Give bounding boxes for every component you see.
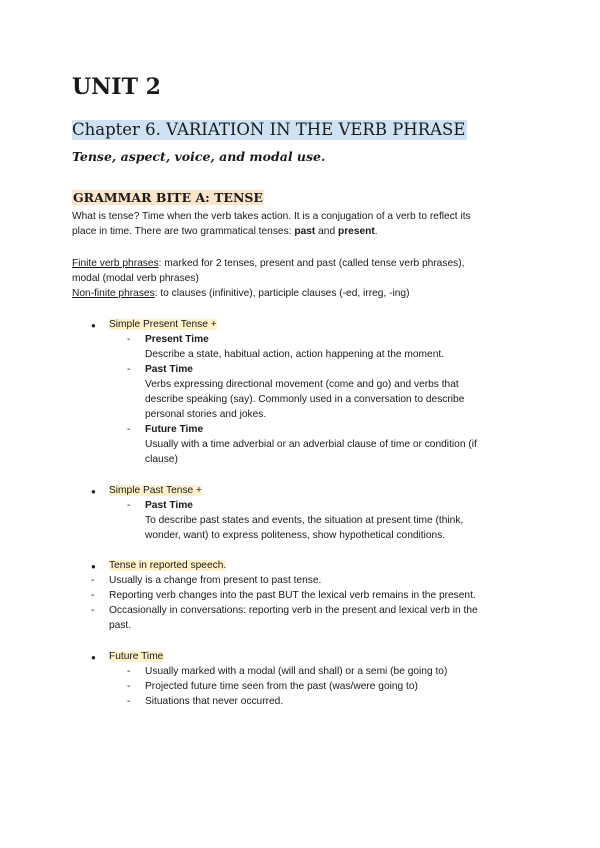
future-label-text: Future Time <box>109 651 164 662</box>
dash-icon: - <box>127 696 131 707</box>
intro-line-2-text: place in time. There are two grammatical tenses: <box>72 226 295 237</box>
dash-icon: - <box>127 500 131 511</box>
simple-present-label <box>109 317 217 332</box>
simple-past-label <box>109 483 202 498</box>
bullet-icon: ● <box>91 487 96 496</box>
sp-past-time-line-3: personal stories and jokes. <box>145 409 267 420</box>
reported-item-continuation: past. <box>109 620 132 631</box>
nonfinite-text: : to clauses (infinitive), participle clauses (-ed, irreg, -ing) <box>154 288 410 299</box>
finite-line-2: modal (modal verb phrases) <box>72 273 199 284</box>
reported-item: Usually is a change from present to past tense. <box>109 575 322 586</box>
finite-label: Finite verb phrases <box>72 258 159 269</box>
dash-icon: - <box>127 666 131 677</box>
intro-and: and <box>315 226 338 237</box>
chapter-title: Chapter 6. VARIATION IN THE VERB PHRASE <box>72 120 466 139</box>
dash-icon: - <box>127 681 131 692</box>
finite-line-1 <box>72 256 464 271</box>
chapter-subtitle: Tense, aspect, voice, and modal use. <box>72 149 326 164</box>
sp-future-time-line-2: clause) <box>145 454 178 465</box>
simple-past-hl: Past Tense + <box>142 485 202 496</box>
dash-icon: - <box>127 334 131 345</box>
intro-line-2 <box>72 224 378 239</box>
reported-item: Reporting verb changes into the past BUT the lexical verb remains in the present. <box>109 590 476 601</box>
sp-present-time-label: Present Time <box>145 334 209 345</box>
future-label <box>109 649 163 664</box>
nonfinite-line <box>72 286 409 301</box>
sp-past-time-line-1: Verbs expressing directional movement (come and go) and verbs that <box>145 379 459 390</box>
bullet-icon: ● <box>91 562 96 571</box>
reported-label-text: Tense in reported speech. <box>109 560 227 571</box>
future-item: Projected future time seen from the past (was/were going to) <box>145 681 418 692</box>
spast-past-time-line-1: To describe past states and events, the situation at present time (think, <box>145 515 464 526</box>
future-item: Usually marked with a modal (will and shall) or a semi (be going to) <box>145 666 448 677</box>
bullet-icon: ● <box>91 653 96 662</box>
simple-past-pre: Simple <box>109 485 143 496</box>
simple-present-pre: Simple <box>109 319 143 330</box>
bullet-icon: ● <box>91 321 96 330</box>
sp-future-time-label: Future Time <box>145 424 204 435</box>
reported-item: Occasionally in conversations: reporting verb in the present and lexical verb in the <box>109 605 478 616</box>
future-item: Situations that never occurred. <box>145 696 284 707</box>
dash-icon: - <box>91 575 95 586</box>
sp-future-time-line-1: Usually with a time adverbial or an adverbial clause of time or condition (if <box>145 439 477 450</box>
intro-end: . <box>374 226 378 237</box>
intro-line-1: What is tense? Time when the verb takes action. It is a conjugation of a verb to reflect its <box>72 211 471 222</box>
dash-icon: - <box>127 364 131 375</box>
dash-icon: - <box>127 424 131 435</box>
dash-icon: - <box>91 605 95 616</box>
reported-label <box>109 558 226 573</box>
sp-past-time-label: Past Time <box>145 364 193 375</box>
sp-past-time-line-2: describe speaking (say). Commonly used in a conversation to describe <box>145 394 465 405</box>
sp-present-time-line-1: Describe a state, habitual action, action happening at the moment. <box>145 349 445 360</box>
spast-past-time-line-2: wonder, want) to express politeness, show hypothetical conditions. <box>145 530 446 541</box>
intro-present: present <box>337 226 375 237</box>
finite-text: : marked for 2 tenses, present and past (called tense verb phrases), <box>158 258 465 269</box>
grammar-bite-title: GRAMMAR BITE A: TENSE <box>73 190 263 205</box>
spast-past-time-label: Past Time <box>145 500 193 511</box>
dash-icon: - <box>91 590 95 601</box>
simple-present-hl: Present Tense + <box>142 319 217 330</box>
nonfinite-label: Non-finite phrases <box>72 288 155 299</box>
unit-title: UNIT 2 <box>72 74 161 100</box>
intro-past: past <box>294 226 316 237</box>
